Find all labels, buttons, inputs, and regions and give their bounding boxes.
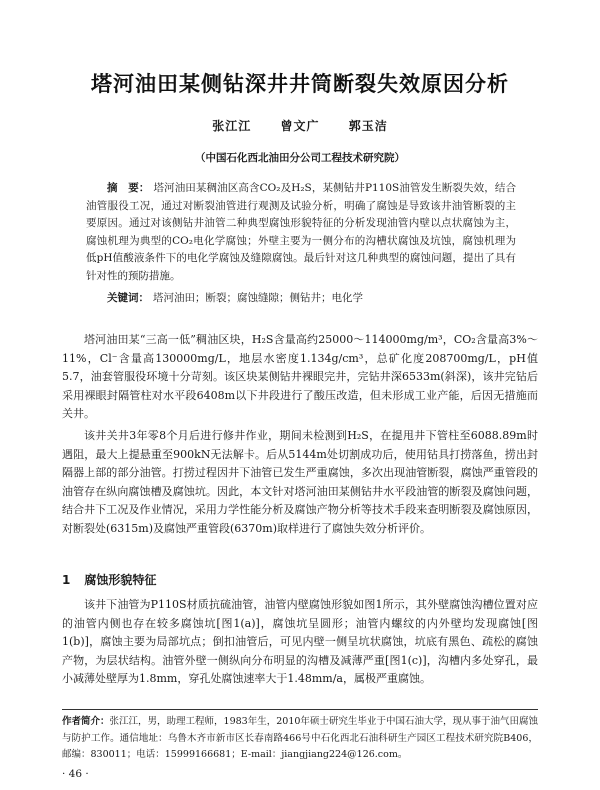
body-paragraph [62, 331, 538, 424]
affiliation: （中国石化西北油田分公司工程技术研究院） [195, 152, 405, 164]
body-paragraph [62, 596, 538, 689]
abstract [86, 180, 516, 285]
page-number: · 46 · [62, 768, 89, 780]
paragraph-text: 塔河油田某“三高一低”稠油区块，H₂S含量高约25000～114000mg/m³，CO₂含量高3%～11%，Cl⁻含量高130000mg/L，地层水密度1.134g/cm³，总矿化度208700mg/L，pH值5.7，油套管服役环境十分苛刻。该区块某侧钻井裸眼完井，完钻井深6533m(斜深)，该井完钻后采用裸眼封隔管柱对水平段6408m以下井段进行了酸压改造，但未形成工业产能，后因无措施而关井。 [62, 333, 538, 420]
paper-title: 塔河油田某侧钻深井井筒断裂失效原因分析 [91, 72, 509, 96]
author-name: 曾文广 [280, 119, 320, 133]
section-heading [62, 571, 156, 588]
author-list [0, 117, 600, 134]
keywords-text: 塔河油田；断裂；腐蚀缝隙；侧钻井；电化学 [153, 292, 363, 304]
footnote-label: 作者简介： [62, 716, 110, 727]
abstract-label: 摘 要： [107, 182, 150, 194]
keywords [107, 290, 363, 305]
author-name: 郭玉洁 [348, 119, 388, 133]
author-name: 张江江 [212, 119, 252, 133]
footnote-divider [62, 709, 538, 710]
paragraph-text: 该井下油管为P110S材质抗硫油管，油管内壁腐蚀形貌如图1所示，其外壁腐蚀沟槽位置对应的油管内侧也存在较多腐蚀坑[图1(a)]，腐蚀坑呈圆形；油管内螺纹的内外壁均发现腐蚀[图1(b)]，腐蚀主要为局部坑点；倒扣油管后，可见内壁一侧呈坑状腐蚀，坑底有黑色、疏松的腐蚀产物，为层状结构。油管外壁一侧纵向分布明显的沟槽及减薄严重[图1(c)]，沟槽内多处穿孔，最小减薄处壁厚为1.8mm，穿孔处腐蚀速率大于1.48mm/a，属极严重腐蚀。 [62, 598, 538, 685]
keywords-label: 关键词： [107, 292, 149, 304]
author-footnote [62, 714, 538, 764]
section-title: 腐蚀形貌特征 [84, 573, 157, 587]
abstract-text: 塔河油田某稠油区高含CO₂及H₂S，某侧钻井P110S油管发生断裂失效，结合油管服役工况，通过对断裂油管进行观测及试验分析，明确了腐蚀是导致该井油管断裂的主要原因。通过对该侧钻井油管二种典型腐蚀形貌特征的分析发现油管内壁以点状腐蚀为主，腐蚀机理为典型的CO₂电化学腐蚀；外壁主要为一侧分布的沟槽状腐蚀及坑蚀，腐蚀机理为低pH值酸液条件下的电化学腐蚀及缝隙腐蚀。最后针对这几种典型的腐蚀问题，提出了具有针对性的预防措施。 [86, 182, 517, 282]
footnote-text: 张江江，男，助理工程师，1983年生，2010年硕士研究生毕业于中国石油大学，现从事于油气田腐蚀与防护工作。通信地址：乌鲁木齐市新市区长春南路466号中石化西北石油科研生产园区工程技术研究院B406，邮编：830011；电话：15999166681；E-mail：jiangjiang224@126.com。 [62, 716, 538, 760]
body-paragraph [62, 427, 538, 538]
section-number: 1 [62, 573, 71, 587]
paragraph-text: 该井关井3年零8个月后进行修井作业，期间未检测到H₂S，在提甩井下管柱至6088.89m时遇阻，最大上提悬重至900kN无法解卡。后从5144m处切割成功后，使用钻具打捞落鱼，捞出封隔器上部的部分油管。打捞过程因井下油管已发生严重腐蚀，多次出现油管断裂，腐蚀严重管段的油管存在纵向腐蚀槽及腐蚀坑。因此，本文针对塔河油田某侧钻井水平段油管的断裂及腐蚀问题，结合井下工况及作业情况，采用力学性能分析及腐蚀产物分析等技术手段来查明断裂及腐蚀原因，对断裂处(6315m)及腐蚀严重管段(6370m)取样进行了腐蚀失效分析评价。 [62, 429, 538, 535]
